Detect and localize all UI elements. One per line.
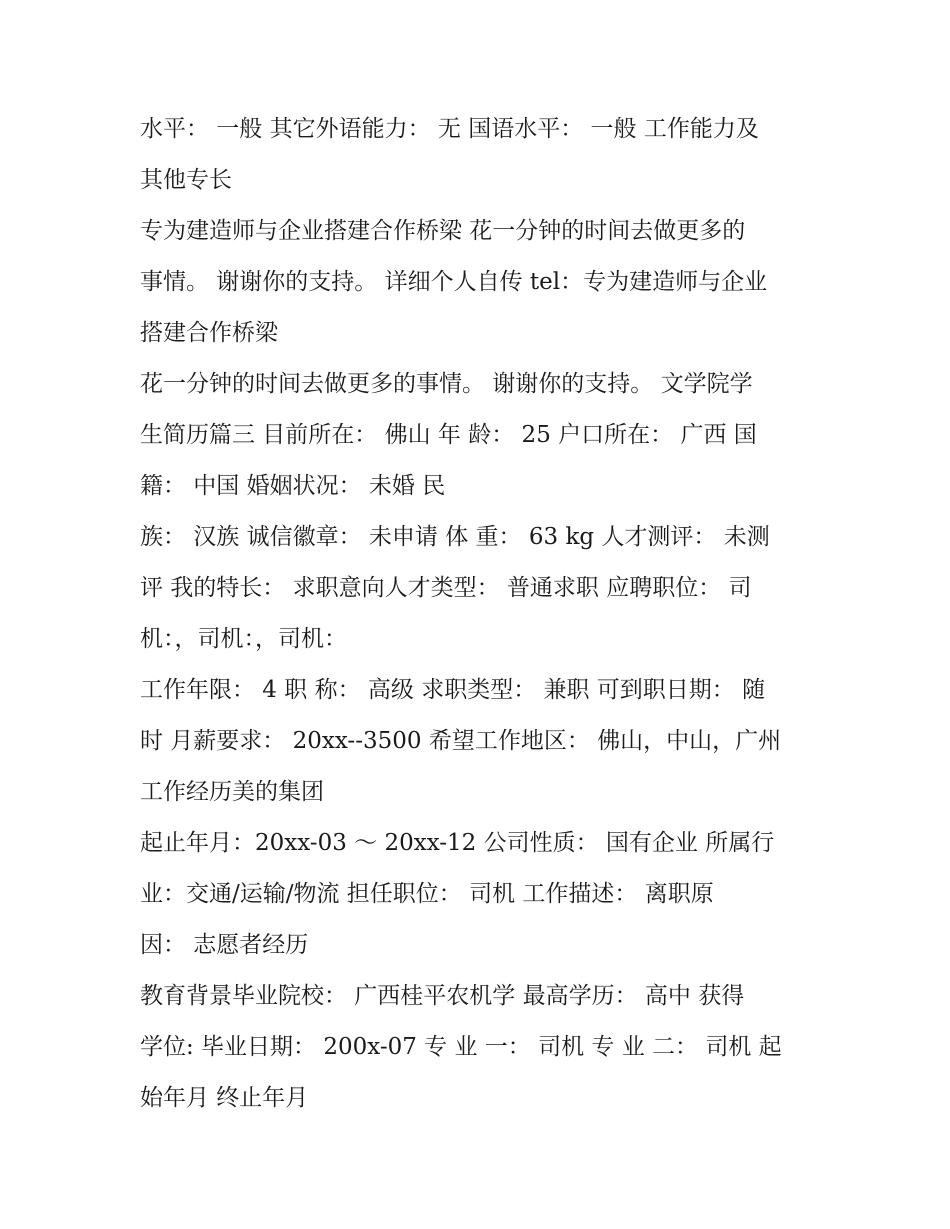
text-line: 业：交通/运输/物流 担任职位： 司机 工作描述： 离职原 — [140, 881, 714, 907]
text-line: 事情。 谢谢你的支持。 详细个人自传 tel：专为建造师与企业 — [140, 269, 768, 295]
text-line: 族： 汉族 诚信徽章： 未申请 体 重： 63 kg 人才测评： 未测 — [140, 524, 770, 550]
text-line: 始年月 终止年月 — [140, 1085, 309, 1111]
text-line: 生简历篇三 目前所在： 佛山 年 龄： 25 户口所在： 广西 国 — [140, 422, 757, 448]
text-line: 工作年限： 4 职 称： 高级 求职类型： 兼职 可到职日期： 随 — [140, 677, 766, 703]
text-line: 专为建造师与企业搭建合作桥梁 花一分钟的时间去做更多的 — [140, 218, 746, 244]
text-line: 机：，司机：，司机： — [140, 626, 347, 652]
body-text — [140, 104, 820, 1124]
text-line: 评 我的特长： 求职意向人才类型： 普通求职 应聘职位： 司 — [140, 575, 752, 601]
text-line: 起止年月：20xx-03 ～ 20xx-12 公司性质： 国有企业 所属行 — [140, 830, 775, 856]
text-line: 教育背景毕业院校： 广西桂平农机学 最高学历： 高中 获得 — [140, 983, 745, 1009]
text-line: 籍： 中国 婚姻状况： 未婚 民 — [140, 473, 446, 499]
text-line: 搭建合作桥梁 — [140, 320, 278, 346]
text-line: 学位: 毕业日期： 200x-07 专 业 一： 司机 专 业 二： 司机 起 — [140, 1034, 782, 1060]
text-line: 水平： 一般 其它外语能力： 无 国语水平： 一般 工作能力及 — [140, 116, 759, 142]
text-line: 花一分钟的时间去做更多的事情。 谢谢你的支持。 文学院学 — [140, 371, 753, 397]
text-line: 工作经历美的集团 — [140, 779, 324, 805]
text-line: 因： 志愿者经历 — [140, 932, 309, 958]
text-line: 其他专长 — [140, 167, 232, 193]
text-line: 时 月薪要求： 20xx--3500 希望工作地区： 佛山，中山，广州 — [140, 728, 782, 754]
